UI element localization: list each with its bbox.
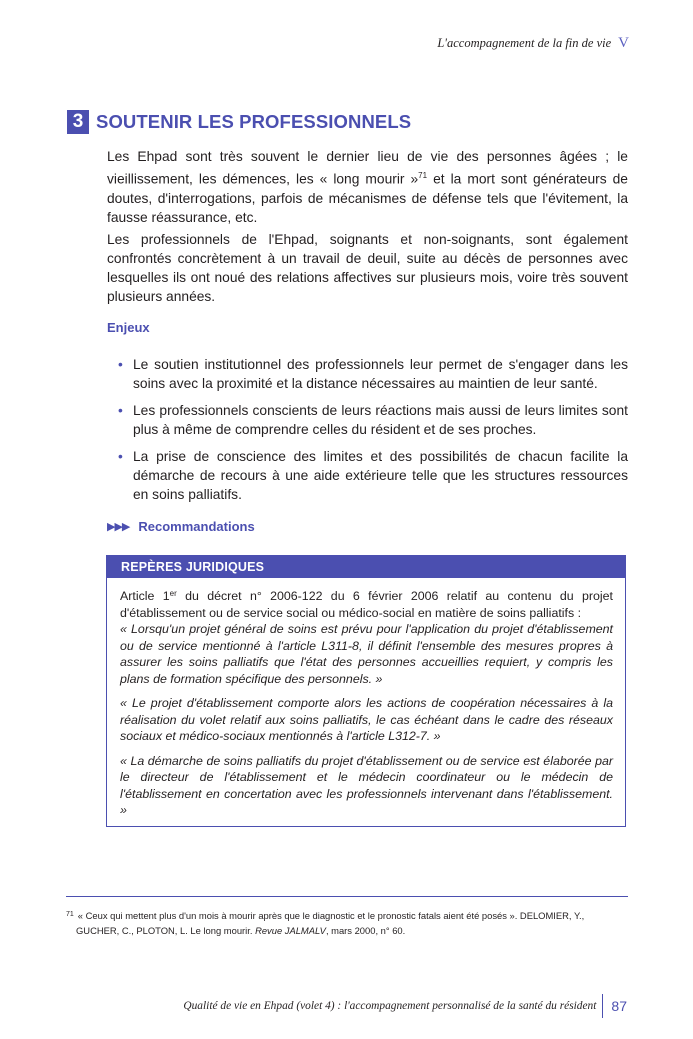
page-number: 87 xyxy=(611,998,627,1014)
running-title: L'accompagnement de la fin de vie xyxy=(437,36,612,50)
paragraph-1-text-b: et la mort sont générateurs de doutes, d'interrogations, parfois de mécanismes de défense tels que l'évitement, la fausse réassurance, etc. xyxy=(107,171,628,225)
list-item xyxy=(118,355,628,393)
bullet-icon: • xyxy=(118,403,123,418)
legal-intro-b: du décret n° 2006-122 du 6 février 2006 relatif au contenu du projet d'établissement ou de service social ou médico-social en matière de soins palliatifs : xyxy=(120,589,613,620)
footnote-ref: 71 xyxy=(418,171,428,180)
bullet-icon: • xyxy=(118,357,123,372)
footnote-text-b: GUCHER, C., PLOTON, L. Le long mourir. xyxy=(76,925,256,936)
triple-arrow-icon: ▶▶▶ xyxy=(107,521,130,533)
list-item-text: Le soutien institutionnel des professionnels leur permet de s'engager dans les soins avec la proximité et la distance nécessaires au maintien de leur santé. xyxy=(133,357,628,391)
footnote xyxy=(66,907,628,938)
footnote-divider xyxy=(66,896,628,897)
footnote-text-a: « Ceux qui mettent plus d'un mois à mourir après que le diagnostic et le pronostic fatals aient été posés ». DELOMIER, Y., xyxy=(77,910,585,921)
recommandations-label: Recommandations xyxy=(138,519,255,534)
legal-intro xyxy=(120,586,613,687)
paragraph-2 xyxy=(107,230,628,306)
page-footer xyxy=(183,994,627,1018)
enjeux-heading: Enjeux xyxy=(107,320,150,335)
section-title: SOUTENIR LES PROFESSIONNELS xyxy=(96,111,412,132)
enjeux-list xyxy=(118,355,628,512)
legal-intro-sup: er xyxy=(169,589,177,598)
recommandations-heading xyxy=(107,519,255,534)
paragraph-1-text-a: Les Ehpad sont très souvent le dernier lieu de vie des personnes âgées ; le vieillissement, les démences, les « long mourir » xyxy=(107,149,628,187)
legal-references-box xyxy=(106,555,626,827)
bullet-icon: • xyxy=(118,449,123,464)
footnote-journal: Revue JALMALV xyxy=(255,925,326,936)
footer-divider xyxy=(602,994,603,1018)
list-item-text: La prise de conscience des limites et des possibilités de chacun facilite la démarche de recours à une aide extérieure telle que les structures ressources en soins palliatifs. xyxy=(133,449,628,502)
paragraph-1 xyxy=(107,147,628,227)
section-number-badge: 3 xyxy=(67,110,89,134)
paragraph-2-text: Les professionnels de l'Ehpad, soignants et non-soignants, sont également confrontés concrètement à un travail de deuil, suite au décès de personnes avec lesquelles ils ont noué des relations affectives sur plusieurs mois, voire très souvent plusieurs années. xyxy=(107,232,628,304)
list-item-text: Les professionnels conscients de leurs réactions mais aussi de leurs limites sont plus à même de comprendre celles du résident et de ses proches. xyxy=(133,403,628,437)
legal-box-title: REPÈRES JURIDIQUES xyxy=(107,556,625,578)
running-header xyxy=(437,35,629,52)
legal-box-body xyxy=(107,578,625,819)
chapter-number: V xyxy=(618,35,629,51)
footer-title: Qualité de vie en Ehpad (volet 4) : l'accompagnement personnalisé de la santé du résident xyxy=(183,1000,597,1012)
footnote-number: 71 xyxy=(66,911,74,918)
legal-quote-1: « Lorsqu'un projet général de soins est prévu pour l'application du projet d'établissement ou de service mentionné à l'article L311-8, il définit l'ensemble des mesures propres à assurer les soins palliatifs que l'état des personnes accueillies requiert, y compris les plans de formation spécifique des personnels. » xyxy=(120,622,613,686)
legal-intro-a: Article 1 xyxy=(120,589,170,603)
list-item xyxy=(118,401,628,439)
legal-quote-3: « La démarche de soins palliatifs du projet d'établissement ou de service est élaborée par le directeur de l'établissement et le médecin coordinateur ou le médecin de l'établissement en concertation avec les professionnels intervenant dans l'établissement. » xyxy=(120,753,613,817)
list-item xyxy=(118,447,628,504)
footnote-text-c: , mars 2000, n° 60. xyxy=(325,925,406,936)
section-heading xyxy=(67,110,411,134)
legal-quote-2: « Le projet d'établissement comporte alors les actions de coopération nécessaires à la réalisation du volet relatif aux soins palliatifs, le cas échéant dans le cadre des réseaux sociaux et médico-sociaux mentionnés à l'article L312-7. » xyxy=(120,696,613,743)
